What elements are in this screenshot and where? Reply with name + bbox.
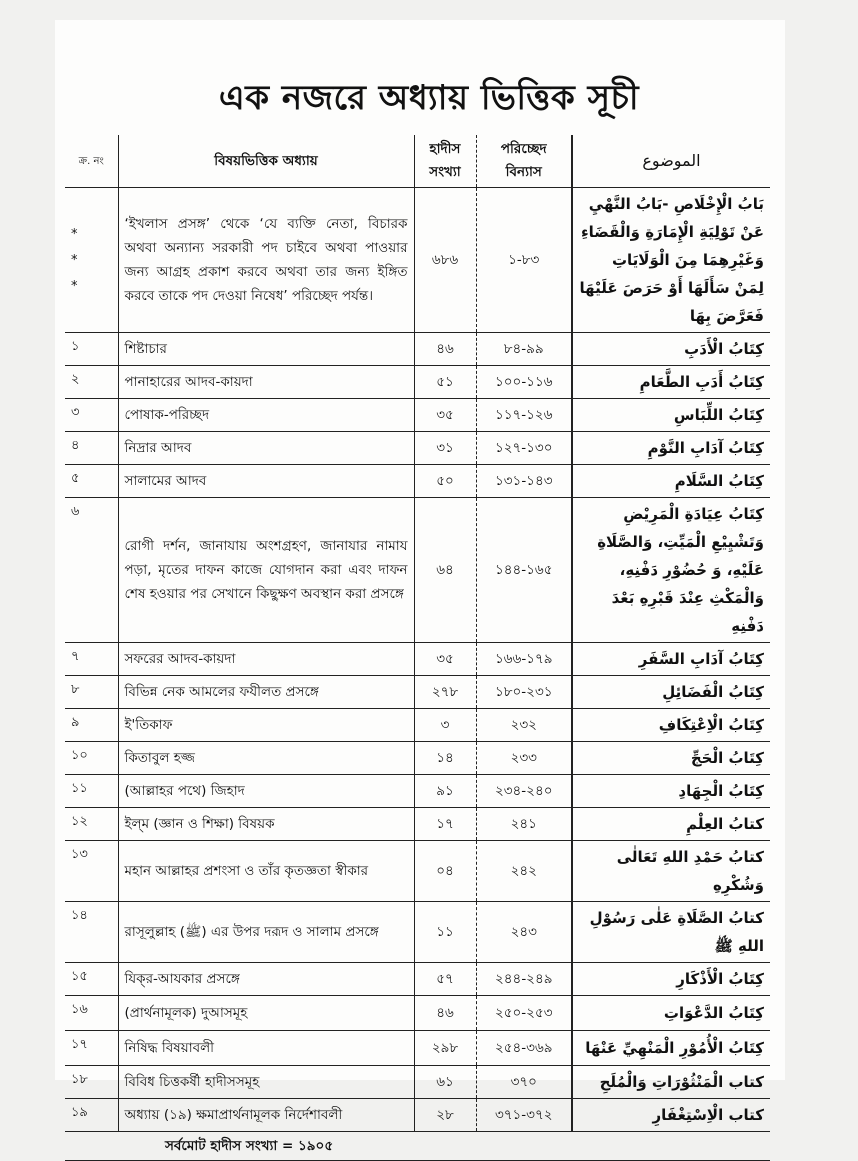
table-row: [65, 996, 770, 1031]
sections-cell: ১৬৬-১৭৯: [476, 643, 572, 676]
serial-cell: ১০: [65, 742, 118, 775]
topic-cell: নিদ্রার আদব: [118, 432, 414, 465]
sections-cell: ২৫০-২৫৩: [476, 996, 572, 1031]
sections-cell: ২৪১: [476, 808, 572, 841]
topic-cell: অধ্যায় (১৯) ক্ষমাপ্রার্থনামূলক নির্দেশাবলী: [118, 1099, 414, 1132]
sections-cell: ৩৭১-৩৭২: [476, 1099, 572, 1132]
serial-cell: ১৬: [65, 996, 118, 1031]
sections-cell: ২৪২: [476, 841, 572, 902]
topic-cell: মহান আল্লাহর প্রশংসা ও তাঁর কৃতজ্ঞতা স্বীকার: [118, 841, 414, 902]
hadith-count-cell: ১৭: [414, 808, 476, 841]
hadith-count-cell: ৩১: [414, 432, 476, 465]
sections-cell: ১১৭-১২৬: [476, 399, 572, 432]
arabic-topic-cell: كِتَابُ الْجِهَادِ: [572, 775, 770, 808]
hadith-count-cell: ১১: [414, 902, 476, 963]
hadith-count-cell: ৫০: [414, 465, 476, 498]
arabic-topic-cell: كِتَابُ الْفَضَائِلِ: [572, 676, 770, 709]
topic-cell: সফরের আদব-কায়দা: [118, 643, 414, 676]
serial-cell: ১: [65, 333, 118, 366]
sections-cell: ৮৪-৯৯: [476, 333, 572, 366]
serial-cell: ১৮: [65, 1066, 118, 1099]
topic-cell: সালামের আদব: [118, 465, 414, 498]
table-row: [65, 643, 770, 676]
hadith-count-cell: ৬১: [414, 1066, 476, 1099]
hadith-count-cell: ৫১: [414, 366, 476, 399]
hadith-count-cell: ৫৭: [414, 963, 476, 996]
topic-cell: যিক্‌র-আযকার প্রসঙ্গে: [118, 963, 414, 996]
serial-cell: ১৯: [65, 1099, 118, 1132]
hadith-count-cell: ৯১: [414, 775, 476, 808]
serial-cell: ৮: [65, 676, 118, 709]
topic-cell: নিষিদ্ধ বিষয়াবলী: [118, 1031, 414, 1066]
table-row: [65, 498, 770, 643]
serial-cell: ৪: [65, 432, 118, 465]
table-row: [65, 465, 770, 498]
table-row: [65, 366, 770, 399]
arabic-topic-cell: كِتَابُ السَّلَامِ: [572, 465, 770, 498]
arabic-topic-cell: كتابُ الصَّلَاةِ عَلٰى رَسُوْلِ اللهِ ﷺ: [572, 902, 770, 963]
sections-cell: ১-৮৩: [476, 188, 572, 333]
topic-cell: (আল্লাহর পথে) জিহাদ: [118, 775, 414, 808]
serial-cell: ১৭: [65, 1031, 118, 1066]
hadith-count-cell: ৪৬: [414, 996, 476, 1031]
arabic-topic-cell: كتابُ حَمْدِ اللهِ تَعَالٰى وَشُكْرِهِ: [572, 841, 770, 902]
chapter-index-table: [65, 135, 770, 1161]
table-row: [65, 676, 770, 709]
serial-cell: ৬: [65, 498, 118, 643]
table-row: [65, 841, 770, 902]
arabic-topic-cell: كِتَابُ الْاِعْتِكَافِ: [572, 709, 770, 742]
sections-cell: ১৪৪-১৬৫: [476, 498, 572, 643]
arabic-topic-cell: كِتَابُ أَدَبِ الطَّعَامِ: [572, 366, 770, 399]
topic-cell: ‘ইখলাস প্রসঙ্গ’ থেকে ‘যে ব্যক্তি নেতা, বিচারক অথবা অন্যান্য সরকারী পদ চাইবে অথবা পাওয়ার জন্য আগ্রহ প্রকাশ করবে অথবা তার জন্য ইঙ্গিত করবে তাকে পদ দেওয়া নিষেধ’ পরিচ্ছেদ পর্যন্ত।: [118, 188, 414, 333]
topic-cell: শিষ্টাচার: [118, 333, 414, 366]
arabic-topic-cell: كِتَابُ الْأَدَبِ: [572, 333, 770, 366]
header-hadith-count: হাদীস সংখ্যা: [414, 135, 476, 188]
hadith-count-cell: ৩: [414, 709, 476, 742]
table-row: [65, 1066, 770, 1099]
page-title: এক নজরে অধ্যায় ভিত্তিক সূচী: [218, 78, 640, 118]
header-sections: পরিচ্ছেদ বিন্যাস: [476, 135, 572, 188]
serial-cell: ৭: [65, 643, 118, 676]
table-row: [65, 1031, 770, 1066]
arabic-topic-cell: كِتَابُ الْأُمُوْرِ الْمَنْهِيِّ عَنْهَا: [572, 1031, 770, 1066]
table-row: [65, 399, 770, 432]
hadith-count-cell: ৪৬: [414, 333, 476, 366]
topic-cell: ই'তিকাফ: [118, 709, 414, 742]
sections-cell: ২৫৪-৩৬৯: [476, 1031, 572, 1066]
hadith-count-cell: ২৮: [414, 1099, 476, 1132]
arabic-topic-cell: كِتَابُ عِيَادَةِ الْمَرِيْضِ وَتَشْيِيْعِ الْمَيِّتِ، وَالصَّلَاةِ عَلَيْهِ، وَ حُضُوْرِ دَفْنِهِ، وَالْمَكْثِ عِنْدَ قَبْرِهِ بَعْدَ دَفْنِهِ: [572, 498, 770, 643]
serial-cell: ১৫: [65, 963, 118, 996]
serial-cell: ১৩: [65, 841, 118, 902]
table-header: [65, 135, 770, 188]
arabic-topic-cell: كِتَابُ آدَابِ النَّوْمِ: [572, 432, 770, 465]
hadith-count-cell: ২৯৮: [414, 1031, 476, 1066]
hadith-count-cell: ০৪: [414, 841, 476, 902]
table-row: [65, 1099, 770, 1132]
serial-cell: ৯: [65, 709, 118, 742]
arabic-topic-cell: كِتَابُ الدَّعْوَاتِ: [572, 996, 770, 1031]
topic-cell: রাসূলুল্লাহ (ﷺ) এর উপর দরূদ ও সালাম প্রসঙ্গে: [118, 902, 414, 963]
arabic-topic-cell: كِتَابُ اللِّبَاسِ: [572, 399, 770, 432]
arabic-topic-cell: كِتَابُ الْأَذْكَارِ: [572, 963, 770, 996]
sections-cell: ১২৭-১৩০: [476, 432, 572, 465]
sections-cell: ২৩২: [476, 709, 572, 742]
serial-cell: ১১: [65, 775, 118, 808]
hadith-count-cell: ১৪: [414, 742, 476, 775]
sections-cell: ২৩৪-২৪০: [476, 775, 572, 808]
topic-cell: বিবিধ চিত্তকর্ষী হাদীসসমূহ: [118, 1066, 414, 1099]
hadith-count-cell: ৩৫: [414, 643, 476, 676]
serial-cell: * * *: [65, 188, 118, 333]
serial-cell: ৩: [65, 399, 118, 432]
topic-cell: রোগী দর্শন, জানাযায় অংশগ্রহণ, জানাযার নামায পড়া, মৃতের দাফন কাজে যোগদান করা এবং দাফন শেষ হওয়ার পর সেখানে কিছুক্ষণ অবস্থান করা প্রসঙ্গে: [118, 498, 414, 643]
sections-cell: ৩৭০: [476, 1066, 572, 1099]
table-row: [65, 742, 770, 775]
sections-cell: ২৩৩: [476, 742, 572, 775]
topic-cell: পানাহারের আদব-কায়দা: [118, 366, 414, 399]
arabic-topic-cell: كتاب الْاِسْتِغْفَارِ: [572, 1099, 770, 1132]
table-row: [65, 902, 770, 963]
arabic-topic-cell: كِتَابُ آدَابِ السَّفَرِ: [572, 643, 770, 676]
table-row: [65, 709, 770, 742]
arabic-topic-cell: كتاب الْمَنْثُوْرَاتِ وَالْمُلَحِ: [572, 1066, 770, 1099]
header-topic: বিষয়ভিত্তিক অধ্যায়: [118, 135, 414, 188]
arabic-topic-cell: كِتَابُ الْحَجِّ: [572, 742, 770, 775]
table-row: [65, 333, 770, 366]
serial-cell: ২: [65, 366, 118, 399]
serial-cell: ১৪: [65, 902, 118, 963]
hadith-count-cell: ৬৮৬: [414, 188, 476, 333]
sections-cell: ১৩১-১৪৩: [476, 465, 572, 498]
hadith-count-cell: ২৭৮: [414, 676, 476, 709]
hadith-count-cell: ৩৫: [414, 399, 476, 432]
topic-cell: পোষাক-পরিচ্ছদ: [118, 399, 414, 432]
topic-cell: (প্রার্থনামূলক) দুআসমূহ: [118, 996, 414, 1031]
topic-cell: বিভিন্ন নেক আমলের ফযীলত প্রসঙ্গে: [118, 676, 414, 709]
total-hadith-count: সর্বমোট হাদীস সংখ্যা = ১৯০৫: [65, 1132, 770, 1161]
table-row: [65, 775, 770, 808]
sections-cell: ২৪৪-২৪৯: [476, 963, 572, 996]
topic-cell: ইল্‌ম (জ্ঞান ও শিক্ষা) বিষয়ক: [118, 808, 414, 841]
table-row: [65, 808, 770, 841]
topic-cell: কিতাবুল হজ্জ: [118, 742, 414, 775]
arabic-topic-cell: بَابُ الْإِخْلَاصِ -بَابُ النَّهْيِ عَنْ تَوْلِيَةِ الْإِمَارَةِ وَالْقَضَاءِ وَغَيْرِهِمَا مِنَ الْوَلَايَاتِ لِمَنْ سَأَلَهَا أَوْ حَرَصَ عَلَيْهَا فَعَرَّضَ بِهَا: [572, 188, 770, 333]
sections-cell: ২৪৩: [476, 902, 572, 963]
serial-cell: ৫: [65, 465, 118, 498]
serial-cell: ১২: [65, 808, 118, 841]
table-row: [65, 188, 770, 333]
header-serial: ক্র. নং: [65, 135, 118, 188]
hadith-count-cell: ৬৪: [414, 498, 476, 643]
sections-cell: ১০০-১১৬: [476, 366, 572, 399]
table-row: [65, 963, 770, 996]
table-row: [65, 432, 770, 465]
sections-cell: ১৮০-২৩১: [476, 676, 572, 709]
header-arabic-topic: الموضوع: [642, 151, 701, 170]
arabic-topic-cell: كتابُ العِلْمِ: [572, 808, 770, 841]
